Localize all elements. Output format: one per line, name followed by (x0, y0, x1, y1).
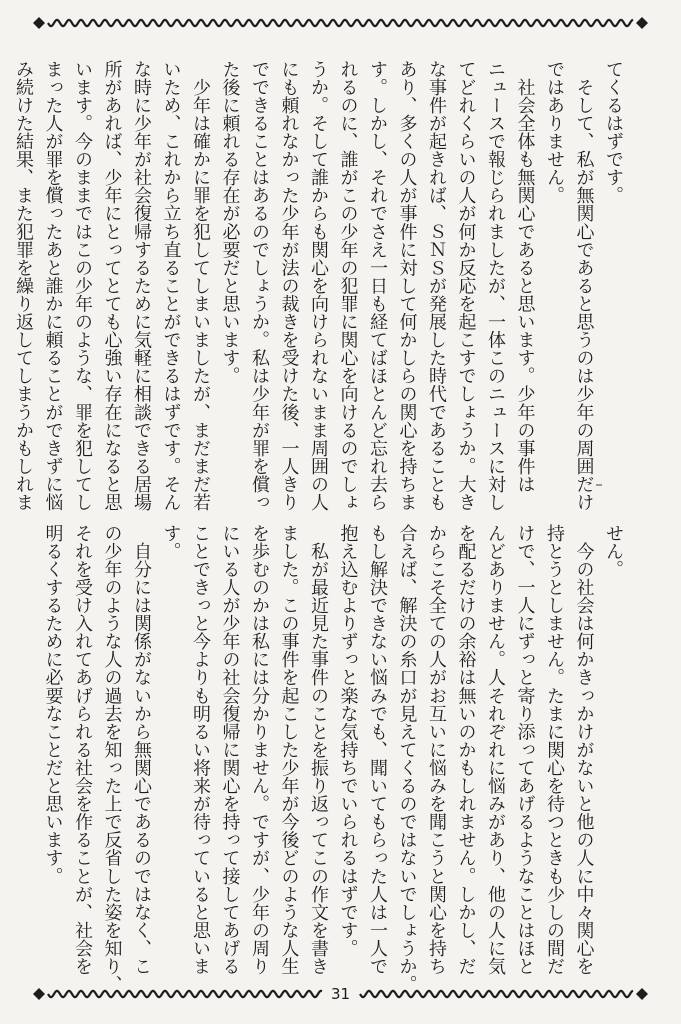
text-column: せん。 (603, 524, 624, 579)
text-column: 所があれば、少年にとってとても心強い存在になると思 (101, 60, 123, 512)
text-column: な事件が起きれば、ＳＮＳが発展した時代であることも (426, 60, 447, 512)
upper-text-block (13, 60, 628, 512)
text-column: まった人が罪を償ったあと誰かに頼ることができずに悩 (42, 60, 64, 512)
text-column: 私が最近見た事件のことを振り返ってこの作文を書き (308, 524, 329, 976)
text-column: れるのに、誰がこの少年の犯罪に関心を向けるのでしょ (337, 60, 359, 512)
text-column: 持とうとしません。たまに関心を待つときも少しの間だ (544, 524, 565, 976)
text-column: にも頼れなかった少年が法の裁きを受けた後、一人きり (278, 60, 300, 512)
text-column: 明るくするために必要なことだと思います。 (42, 524, 64, 885)
text-column: にいる人が少年の社会復帰に関心を持って接してあげる (219, 524, 241, 976)
page-number: 31 (330, 985, 351, 1003)
text-column: あり、多くの人が事件に対して何かしらの関心を持ちま (396, 60, 418, 512)
text-column: を配るだけの余裕は無いのかもしれません。しかし、だ (455, 524, 477, 976)
text-column: それを受け入れてあげられる社会を作ることが、社会を (72, 524, 93, 976)
text-column: もし解決できない悩みでも、聞いてもらった人は一人で (367, 524, 388, 976)
text-column: います。今のままではこの少年のような、罪を犯してし (72, 60, 93, 512)
text-column: てくるはずです。 (603, 60, 624, 205)
text-column: でできることはあるのでしょうか。私は少年が罪を償っ (249, 60, 270, 512)
text-column: ことできっと今よりも明るい将来が待っていると思いま (190, 524, 211, 976)
text-column: た後に頼れる存在が必要だと思います。 (219, 60, 241, 385)
text-column: み続けた結果、また犯罪を繰り返してしまうかもしれま (13, 60, 34, 512)
text-column: ではありません。 (544, 60, 565, 205)
text-column: 合えば、解決の糸口が見えてくるのではないでしょうか。 (396, 524, 418, 994)
text-column: ニュースで報じられましたが、一体このニュースに対し (485, 60, 506, 512)
text-column: ました。この事件を起こした少年が今後どのような人生 (278, 524, 300, 976)
text-column: からこそ全ての人がお互いに悩みを聞こうと関心を持ち (426, 524, 447, 976)
text-column: んどありません。人それぞれに悩みがあり、他の人に気 (485, 524, 506, 976)
scan-mark (596, 484, 602, 486)
text-column: を歩むのかは私には分かりません。ですが、少年の周り (249, 524, 270, 976)
text-column: てどれくらいの人が何か反応を起こすでしょうか。大き (455, 60, 477, 512)
text-column: 社会全体も無関心であると思います。少年の事件は (514, 60, 536, 494)
text-column: す。しかし、それでさえ一日も経てばほとんど忘れ去ら (367, 60, 388, 512)
text-column: 今の社会は何かきっかけがないと他の人に中々関心を (573, 524, 595, 976)
text-column: 少年は確かに罪を犯してしまいましたが、まだまだ若 (190, 60, 211, 512)
text-column: そして、私が無関心であると思うのは少年の周囲だけ (573, 60, 595, 512)
text-column: の少年のような人の過去を知った上で反省した姿を知り、 (101, 524, 123, 994)
text-column: 自分には関係がないから無関心であるのではなく、こ (131, 524, 152, 976)
text-column: いため、これから立ち直ることができるはずです。そん (160, 60, 182, 512)
text-column: うか。そして誰からも関心を向けられないまま周囲の人 (308, 60, 329, 512)
top-wave-border (30, 13, 651, 33)
text-column: 抱え込むよりずっと楽な気持ちでいられるはずです。 (337, 524, 359, 958)
text-column: けで、一人にずっと寄り添ってあげるようなことはほと (514, 524, 536, 976)
text-column: す。 (160, 524, 182, 561)
text-column: な時に少年が社会復帰するために気軽に相談できる居場 (131, 60, 152, 512)
